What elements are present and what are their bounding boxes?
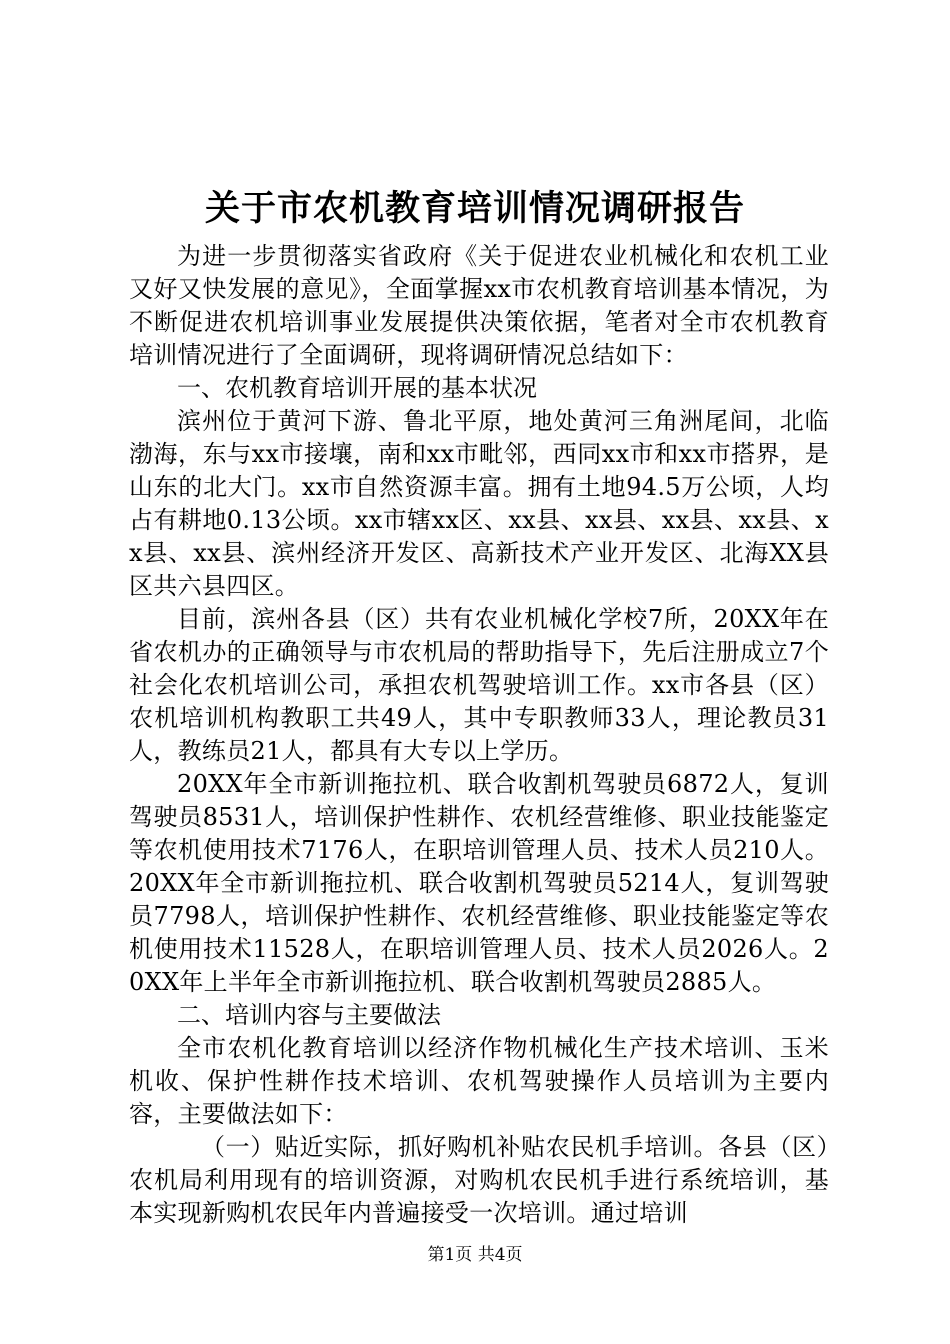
document-body (129, 240, 829, 1230)
intro-paragraph: 为进一步贯彻落实省政府《关于促进农业机械化和农机工业又好又快发展的意见》，全面掌握xx市农机教育培训基本情况，为不断促进农机培训事业发展提供决策依据，笔者对全市农机教育培训情况进行了全面调研，现将调研情况总结如下： (129, 242, 829, 369)
statistics-paragraph: 20XX年全市新训拖拉机、联合收割机驾驶员6872人，复训驾驶员8531人，培训保护性耕作、农机经营维修、职业技能鉴定等农机使用技术7176人，在职培训管理人员、技术人员210人。20XX年全市新训拖拉机、联合收割机驾驶员5214人，复训驾驶员7798人，培训保护性耕作、农机经营维修、职业技能鉴定等农机使用技术11528人，在职培训管理人员、技术人员2026人。20XX年上半年全市新训拖拉机、联合收割机驾驶员2885人。 (129, 770, 829, 996)
section-heading-2: 二、培训内容与主要做法 (177, 1001, 441, 1029)
training-content-paragraph: 全市农机化教育培训以经济作物机械化生产技术培训、玉米机收、保护性耕作技术培训、农机驾驶操作人员培训为主要内容，主要做法如下： (129, 1034, 829, 1128)
schools-paragraph: 目前，滨州各县（区）共有农业机械化学校7所，20XX年在省农机办的正确领导与市农机局的帮助指导下，先后注册成立7个社会化农机培训公司，承担农机驾驶培训工作。xx市各县（区）农机培训机构教职工共49人，其中专职教师33人，理论教员31人，教练员21人，都具有大专以上学历。 (129, 605, 829, 765)
geography-paragraph: 滨州位于黄河下游、鲁北平原，地处黄河三角洲尾间，北临渤海，东与xx市接壤，南和xx市毗邻，西同xx市和xx市搭界，是山东的北大门。xx市自然资源丰富。拥有土地94.5万公顷，人均占有耕地0.13公顷。xx市辖xx区、xx县、xx县、xx县、xx县、xx县、xx县、滨州经济开发区、高新技术产业开发区、北海XX县区共六县四区。 (129, 407, 829, 600)
subsection-paragraph-1: （一）贴近实际，抓好购机补贴农民机手培训。各县（区）农机局利用现有的培训资源，对购机农民机手进行系统培训，基本实现新购机农民年内普遍接受一次培训。通过培训 (129, 1133, 829, 1227)
document-title: 关于市农机教育培训情况调研报告 (204, 189, 745, 229)
page-footer: 第1页 共4页 (427, 1245, 523, 1265)
section-heading-1: 一、农机教育培训开展的基本状况 (177, 374, 537, 402)
